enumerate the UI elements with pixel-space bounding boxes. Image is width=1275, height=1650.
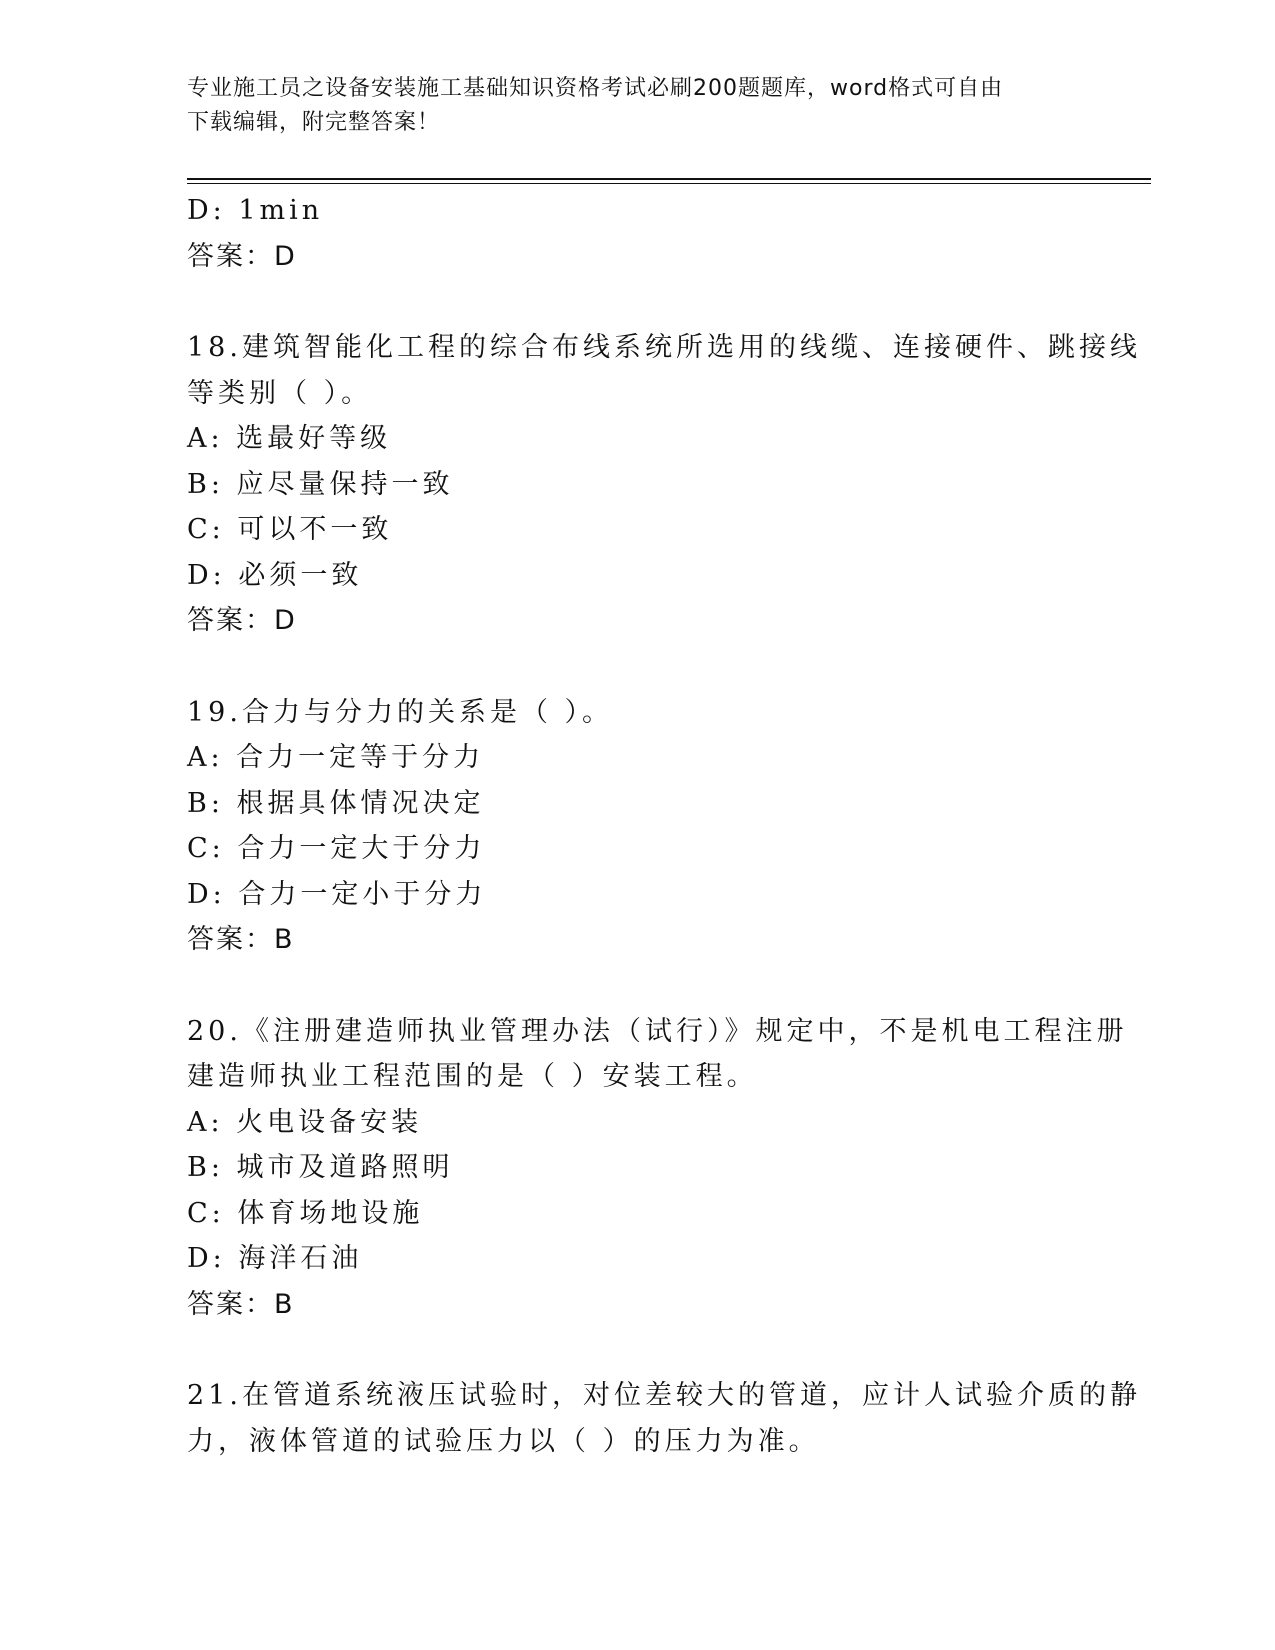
option-d: D: 海洋石油 [187, 1243, 363, 1274]
question-17-tail [187, 188, 1087, 279]
option-b: B: 根据具体情况决定 [187, 787, 485, 819]
option-c: C: 体育场地设施 [187, 1197, 424, 1229]
answer: 答案：B [187, 1288, 295, 1320]
option-d: D: 必须一致 [187, 559, 363, 591]
document-body [187, 188, 1141, 1464]
question-21 [187, 1373, 1141, 1464]
option-d: D: 合力一定小于分力 [187, 878, 487, 910]
option-b: B: 应尽量保持一致 [187, 468, 454, 500]
option-a: A: 选最好等级 [187, 423, 392, 454]
spacer [187, 1327, 1087, 1373]
spacer [187, 963, 1087, 1009]
question-stem-line: 建造师执业工程范围的是（ ）安装工程。 [187, 1061, 758, 1092]
header-rule-thick [187, 178, 1151, 180]
option-c: C: 合力一定大于分力 [187, 833, 486, 864]
spacer [187, 644, 1087, 690]
option-d: D: 1min [187, 195, 324, 226]
question-stem-line: 19.合力与分力的关系是（ ）。 [187, 696, 614, 728]
option-a: A: 合力一定等于分力 [187, 742, 485, 773]
question-stem-line: 力，液体管道的试验压力以（ ）的压力为准。 [187, 1425, 820, 1457]
header-line-1: 专业施工员之设备安装施工基础知识资格考试必刷200题题库，word格式可自由 [187, 76, 1004, 101]
header-rule-thin [187, 183, 1151, 184]
question-stem-line: 21.在管道系统液压试验时，对位差较大的管道，应计人试验介质的静 [187, 1380, 1141, 1411]
header-line-2: 下载编辑，附完整答案！ [187, 110, 441, 135]
option-a: A: 火电设备安装 [187, 1106, 423, 1138]
answer: 答案：B [187, 924, 295, 955]
question-stem-line: 20.《注册建造师执业管理办法（试行）》规定中，不是机电工程注册 [187, 1015, 1128, 1047]
question-18 [187, 325, 1141, 644]
question-stem-line: 18.建筑智能化工程的综合布线系统所选用的线缆、连接硬件、跳接线 [187, 332, 1141, 363]
answer: 答案：D [187, 240, 297, 272]
question-stem-line: 等类别（ ）。 [187, 377, 373, 409]
document-header [187, 72, 1067, 140]
question-20 [187, 1009, 1128, 1328]
option-c: C: 可以不一致 [187, 514, 393, 545]
spacer [187, 279, 1087, 325]
option-b: B: 城市及道路照明 [187, 1152, 454, 1183]
answer: 答案：D [187, 605, 297, 636]
question-19 [187, 690, 1087, 963]
